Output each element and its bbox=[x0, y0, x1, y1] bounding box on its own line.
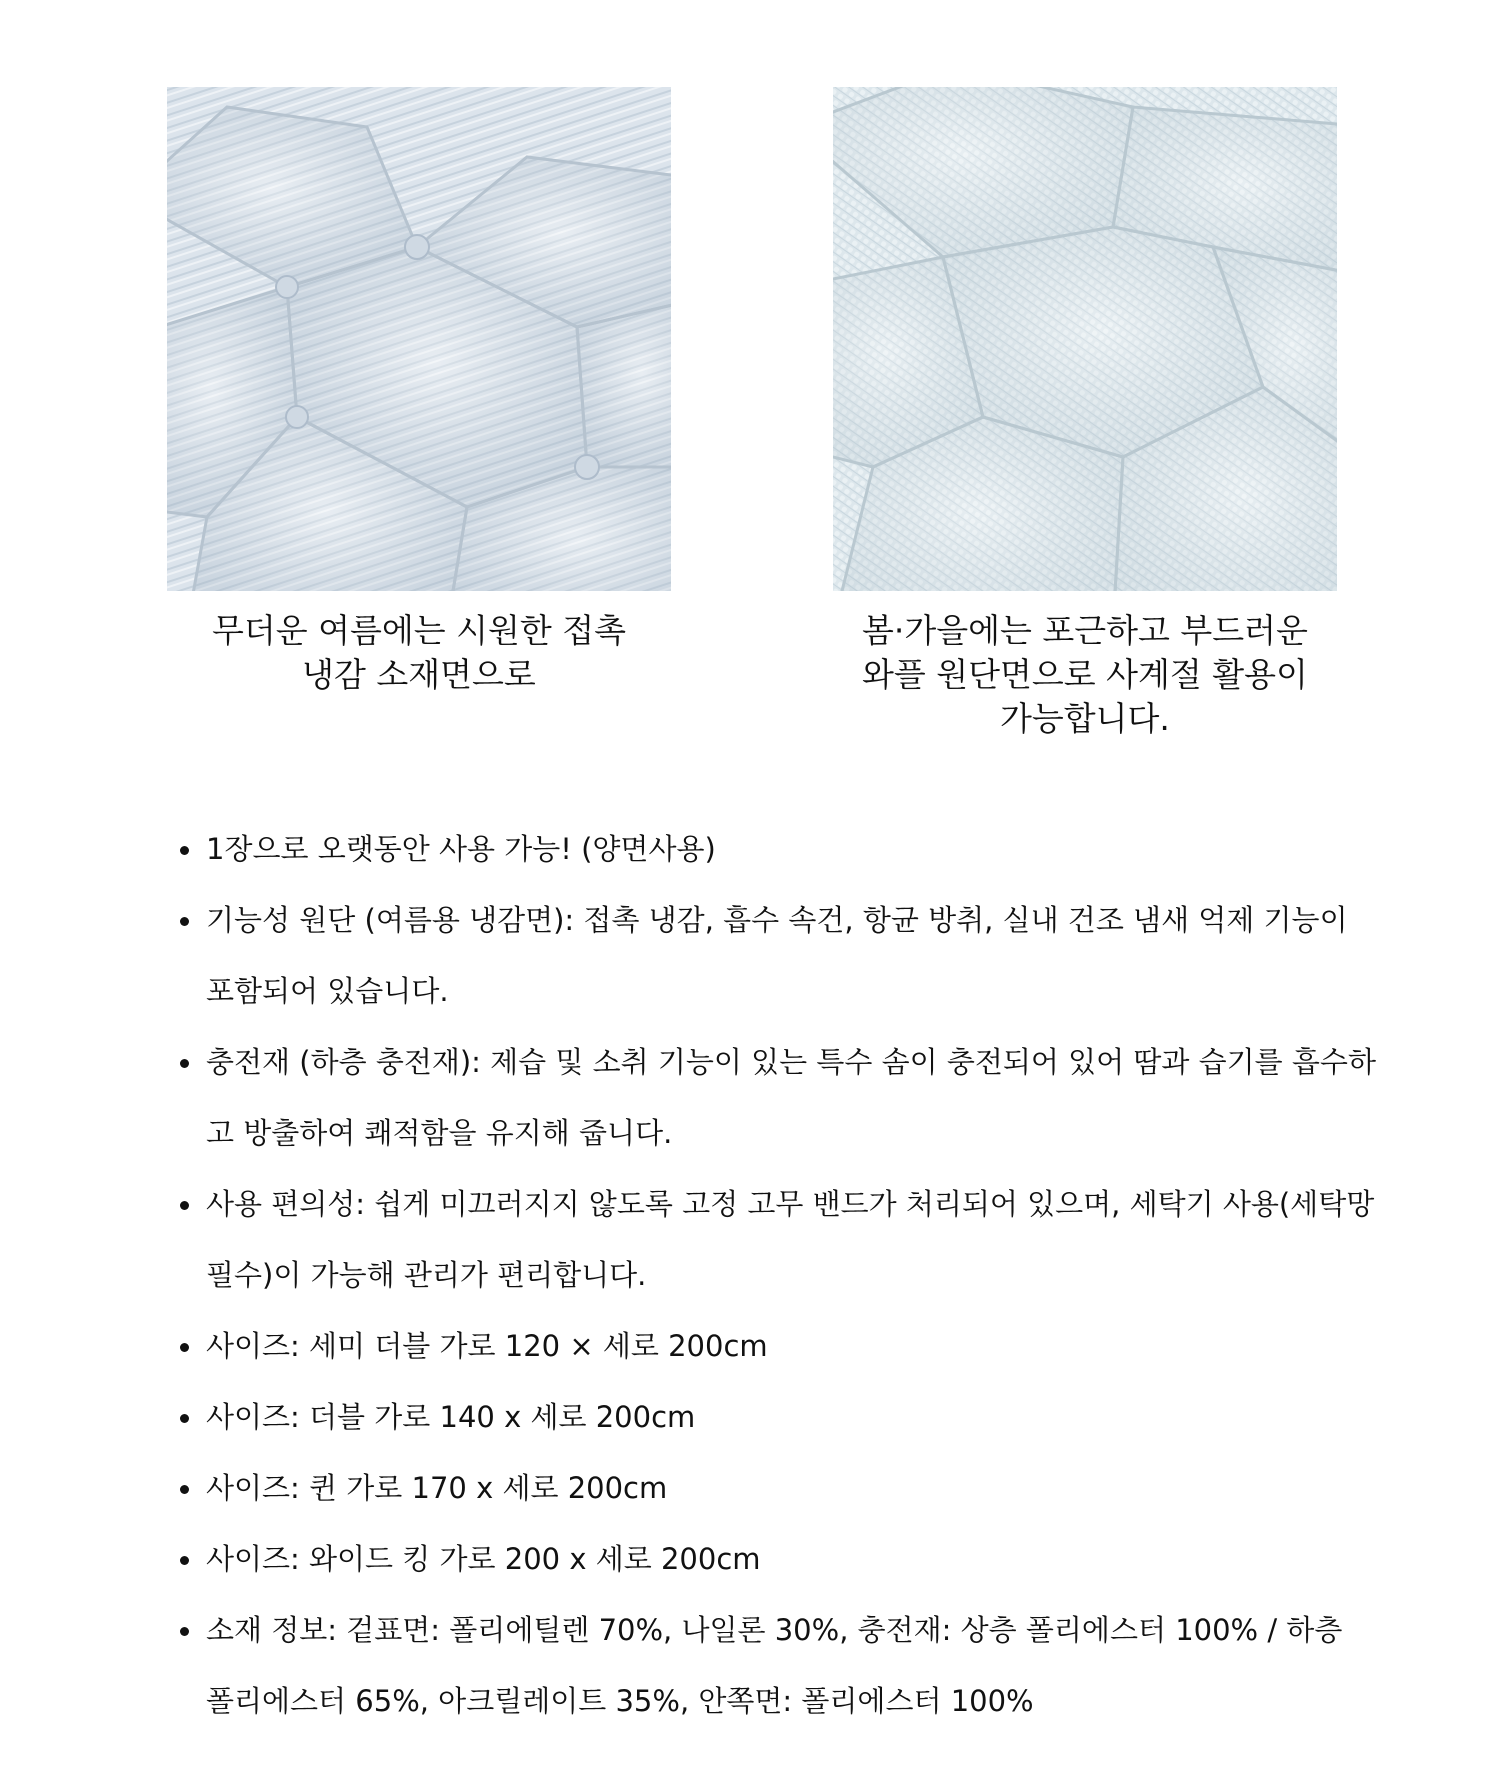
feature-item: 소재 정보: 겉표면: 폴리에틸렌 70%, 나일론 30%, 충전재: 상층 폴리에스터 100% / 하층 폴리에스터 65%, 아크릴레이트 35%, 안쪽면: 폴리에스터 100% bbox=[206, 1595, 1376, 1737]
waffle-caption-line: 와플 원단면으로 사계절 활용이 bbox=[862, 655, 1308, 694]
feature-item: 사이즈: 퀸 가로 170 x 세로 200cm bbox=[206, 1453, 1376, 1524]
waffle-caption-line: 가능합니다. bbox=[1000, 699, 1170, 738]
cooling-caption-line: 냉감 소재면으로 bbox=[302, 655, 536, 694]
waffle-caption-line: 봄·가을에는 포근하고 부드러운 bbox=[862, 611, 1308, 650]
waffle-side-caption bbox=[833, 609, 1337, 741]
cooling-side-figure bbox=[167, 87, 671, 697]
cooling-side-caption bbox=[167, 609, 671, 697]
waffle-fabric-photo bbox=[833, 87, 1337, 591]
feature-item: 1장으로 오랫동안 사용 가능! (양면사용) bbox=[206, 814, 1376, 885]
waffle-side-figure bbox=[833, 87, 1337, 741]
product-feature-list bbox=[176, 814, 1376, 1737]
cooling-fabric-photo bbox=[167, 87, 671, 591]
feature-item: 사용 편의성: 쉽게 미끄러지지 않도록 고정 고무 밴드가 처리되어 있으며, 세탁기 사용(세탁망 필수)이 가능해 관리가 편리합니다. bbox=[206, 1169, 1376, 1311]
feature-item: 충전재 (하층 충전재): 제습 및 소취 기능이 있는 특수 솜이 충전되어 있어 땀과 습기를 흡수하고 방출하여 쾌적함을 유지해 줍니다. bbox=[206, 1027, 1376, 1169]
feature-item: 사이즈: 세미 더블 가로 120 × 세로 200cm bbox=[206, 1311, 1376, 1382]
feature-item: 사이즈: 더블 가로 140 x 세로 200cm bbox=[206, 1382, 1376, 1453]
feature-item: 기능성 원단 (여름용 냉감면): 접촉 냉감, 흡수 속건, 항균 방취, 실내 건조 냄새 억제 기능이 포함되어 있습니다. bbox=[206, 885, 1376, 1027]
fabric-comparison bbox=[0, 0, 1500, 760]
feature-item: 사이즈: 와이드 킹 가로 200 x 세로 200cm bbox=[206, 1524, 1376, 1595]
cooling-caption-line: 무더운 여름에는 시원한 접촉 bbox=[211, 611, 626, 650]
